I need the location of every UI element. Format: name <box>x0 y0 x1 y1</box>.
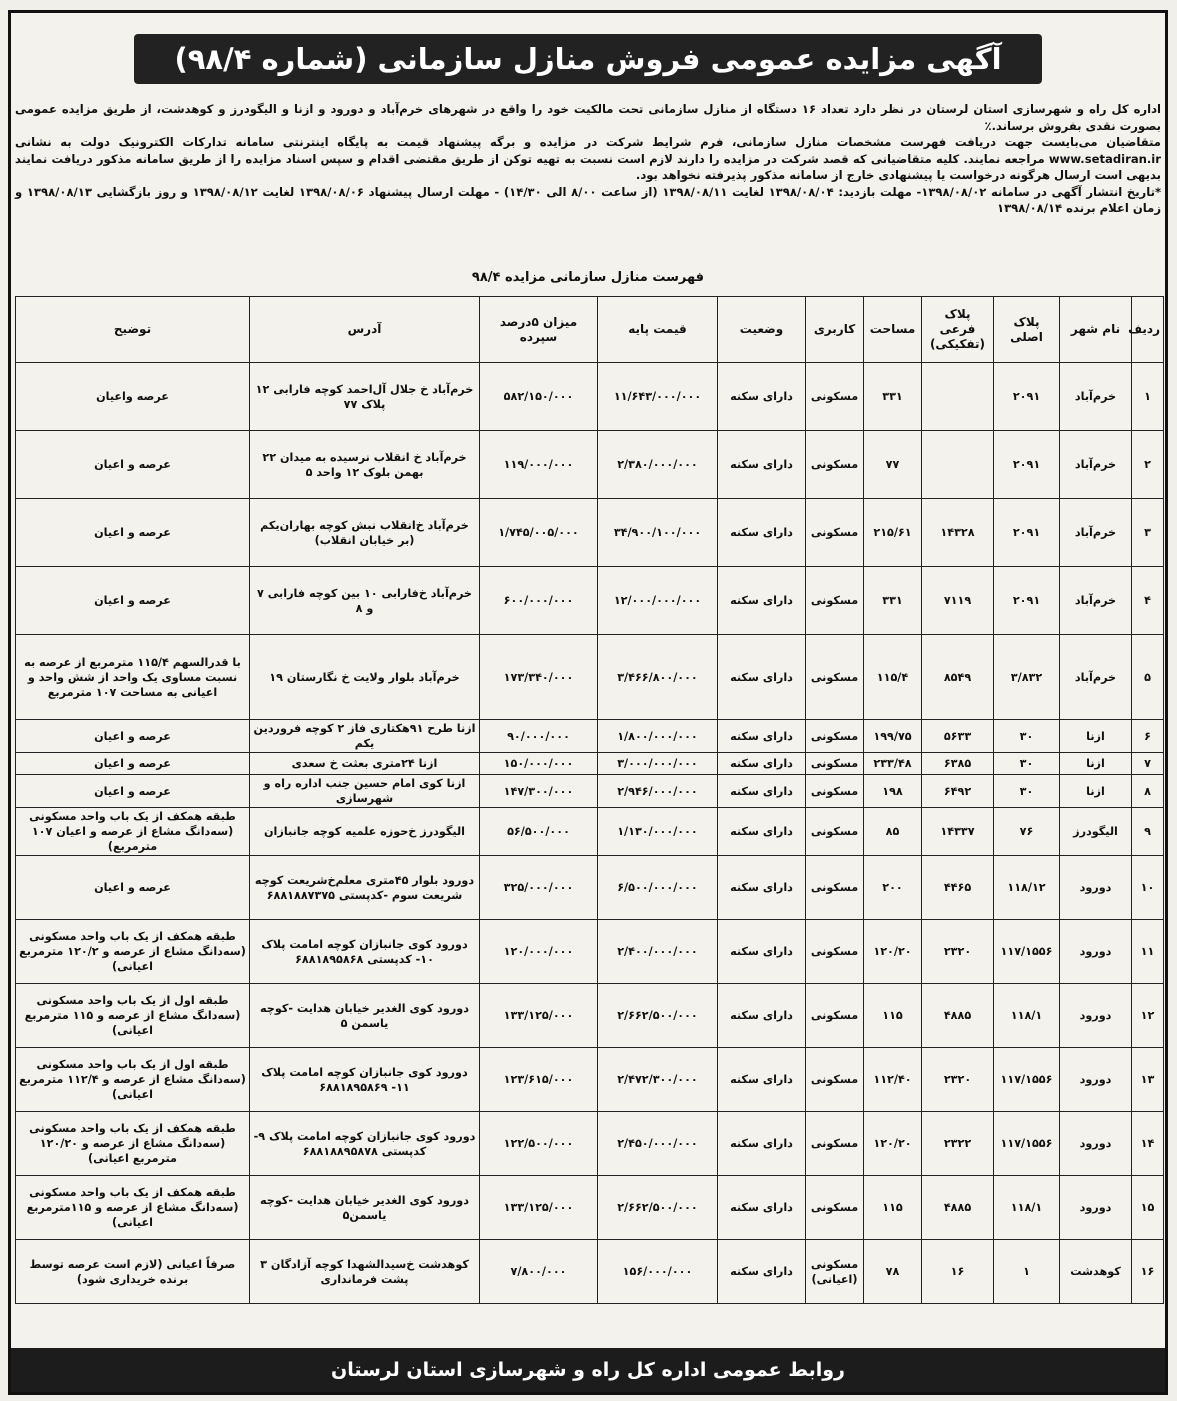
table-cell: ۱۲۳/۶۱۵/۰۰۰ <box>480 1048 598 1112</box>
table-cell: مسکونی <box>806 984 864 1048</box>
column-header: وضعیت <box>718 297 806 363</box>
table-cell: ۴۸۸۵ <box>922 984 994 1048</box>
column-header: پلاک اصلی <box>994 297 1060 363</box>
table-cell: ۱۴۳۳۷ <box>922 808 994 856</box>
table-cell: ۱۱۸/۱ <box>994 1176 1060 1240</box>
table-cell: ۱۱۷/۱۵۵۶ <box>994 920 1060 984</box>
table-cell: ۳ <box>1132 499 1164 567</box>
footer-banner: روابط عمومی اداره کل راه و شهرسازی استان لرستان <box>11 1348 1165 1392</box>
table-cell: ۱۵۰/۰۰۰/۰۰۰ <box>480 753 598 775</box>
table-cell: مسکونی <box>806 635 864 720</box>
table-cell: دارای سکنه <box>718 920 806 984</box>
table-cell: ۱۱/۶۴۳/۰۰۰/۰۰۰ <box>598 363 718 431</box>
table-cell: صرفاً اعیانی (لازم است عرصه توسط برنده خریداری شود) <box>16 1240 250 1304</box>
table-cell: ۱۴۳۲۸ <box>922 499 994 567</box>
table-cell: دارای سکنه <box>718 1176 806 1240</box>
table-cell: ۲/۹۴۶/۰۰۰/۰۰۰ <box>598 775 718 808</box>
column-header: نام شهر <box>1060 297 1132 363</box>
table-cell: ۲۳۲۰ <box>922 920 994 984</box>
table-row <box>16 753 1164 775</box>
table-cell: ۳/۰۰۰/۰۰۰/۰۰۰ <box>598 753 718 775</box>
table-cell: ۱۳ <box>1132 1048 1164 1112</box>
table-cell: ۳/۴۶۶/۸۰۰/۰۰۰ <box>598 635 718 720</box>
table-cell: طبقه همکف از یک باب واحد مسکونی (سه‌دانگ مشاع از عرصه و ۱۲۰/۲ مترمربع اعیانی) <box>16 920 250 984</box>
notice-title: آگهی مزایده عمومی فروش منازل سازمانی (شماره ۹۸/۴) <box>134 34 1041 84</box>
table-cell: دارای سکنه <box>718 808 806 856</box>
table-cell: ۷۶ <box>994 808 1060 856</box>
table-cell: ۲۰۹۱ <box>994 363 1060 431</box>
column-header: ردیف <box>1132 297 1164 363</box>
table-cell: ۱ <box>994 1240 1060 1304</box>
table-cell: ۷۸ <box>864 1240 922 1304</box>
table-cell: عرصه و اعیان <box>16 567 250 635</box>
table-cell: عرصه و اعیان <box>16 431 250 499</box>
table-cell: ۳۴/۹۰۰/۱۰۰/۰۰۰ <box>598 499 718 567</box>
table-cell: ۱۴ <box>1132 1112 1164 1176</box>
table-row <box>16 808 1164 856</box>
intro-paragraph: متقاضیان می‌بایست جهت دریافت فهرست مشخصات منازل سازمانی، فرم شرایط شرکت در مزایده و برگه پیشنهاد قیمت به پایگاه اینترنتی سامانه تدارکات الکترونیک دولت به نشانی www.setadiran.ir مراجعه نمایند. کلیه متقاضیانی که قصد شرکت در مزایده را دارند لازم است نسبت به تهیه توکن از طریق مقتضی اقدام و سپس اسناد مزایده را از طریق سامانه مذکور دریافت نمایند بدیهی است ارسال هرگونه درخواست یا پیشنهادی خارج از سامانه مذکور پذیرفته نخواهد بود. <box>15 135 1161 182</box>
table-cell: طبقه همکف از یک باب واحد مسکونی (سه‌دانگ مشاع از عرصه و ۱۲۰/۲۰ مترمربع اعیانی) <box>16 1112 250 1176</box>
table-cell: ۳۳۱ <box>864 567 922 635</box>
column-header: توضیح <box>16 297 250 363</box>
table-cell: مسکونی <box>806 775 864 808</box>
table-cell: ۱۱ <box>1132 920 1164 984</box>
intro-paragraph: اداره کل راه و شهرسازی استان لرستان در نظر دارد تعداد ۱۶ دستگاه از منازل سازمانی تحت مالکیت خود را واقع در شهرهای خرم‌آباد و دورود و ازنا و الیگودرز و کوهدشت، از طریق مزایده عمومی بصورت نقدی بفروش برساند.٪ <box>15 102 1161 133</box>
table-header-row <box>16 297 1164 363</box>
table-cell: مسکونی <box>806 920 864 984</box>
table-cell: ۱۷۳/۳۴۰/۰۰۰ <box>480 635 598 720</box>
table-cell: عرصه و اعیان <box>16 720 250 753</box>
table-cell <box>922 431 994 499</box>
table-cell: طبقه همکف از یک باب واحد مسکونی (سه‌دانگ مشاع از عرصه و اعیان ۱۰۷ مترمربع) <box>16 808 250 856</box>
table-cell: خرم‌آباد خ‌فارابی ۱۰ بین کوچه فارابی ۷ و ۸ <box>250 567 480 635</box>
table-cell: عرصه و اعیان <box>16 856 250 920</box>
table-cell: عرصه و اعیان <box>16 753 250 775</box>
table-row <box>16 856 1164 920</box>
table-cell: ۶۳۸۵ <box>922 753 994 775</box>
table-cell: ۴۸۸۵ <box>922 1176 994 1240</box>
table-cell: ۷۱۱۹ <box>922 567 994 635</box>
table-cell: دورود کوی جانبازان کوچه امامت پلاک ۱۰- کدپستی ۶۸۸۱۸۹۵۸۶۸ <box>250 920 480 984</box>
table-cell: ۳۲۵/۰۰۰/۰۰۰ <box>480 856 598 920</box>
table-cell: دارای سکنه <box>718 775 806 808</box>
table-cell: خرم‌آباد بلوار ولایت خ نگارستان ۱۹ <box>250 635 480 720</box>
table-cell: ۱۱۵ <box>864 984 922 1048</box>
table-cell: مسکونی <box>806 753 864 775</box>
table-cell: ۱۲۰/۲۰ <box>864 920 922 984</box>
table-cell: طبقه همکف از یک باب واحد مسکونی (سه‌دانگ مشاع از عرصه و ۱۱۵مترمربع اعیانی) <box>16 1176 250 1240</box>
table-row <box>16 984 1164 1048</box>
table-cell: ۴ <box>1132 567 1164 635</box>
table-cell: ۲/۴۰۰/۰۰۰/۰۰۰ <box>598 920 718 984</box>
table-row <box>16 1048 1164 1112</box>
table-cell: خرم‌آباد <box>1060 635 1132 720</box>
table-cell: ۱۵ <box>1132 1176 1164 1240</box>
table-cell: خرم‌آباد خ‌انقلاب نبش کوچه بهاران‌یکم (بر خیابان انقلاب) <box>250 499 480 567</box>
table-cell: ۱۲۲/۵۰۰/۰۰۰ <box>480 1112 598 1176</box>
table-cell: ۵۶/۵۰۰/۰۰۰ <box>480 808 598 856</box>
table-cell: ۱۲۰/۰۰۰/۰۰۰ <box>480 920 598 984</box>
table-cell: ۸۵ <box>864 808 922 856</box>
table-cell: دارای سکنه <box>718 984 806 1048</box>
table-cell: ۷۷ <box>864 431 922 499</box>
table-cell: ۱۲/۰۰۰/۰۰۰/۰۰۰ <box>598 567 718 635</box>
table-cell: ۱۶ <box>1132 1240 1164 1304</box>
table-cell: ۵۶۳۳ <box>922 720 994 753</box>
table-cell: دورود <box>1060 920 1132 984</box>
table-row <box>16 1176 1164 1240</box>
table-cell: ازنا <box>1060 775 1132 808</box>
table-cell: عرصه واعیان <box>16 363 250 431</box>
table-cell: طبقه اول از یک باب واحد مسکونی (سه‌دانگ مشاع از عرصه و ۱۱۵ مترمربع اعیانی) <box>16 984 250 1048</box>
table-cell: ۴۴۶۵ <box>922 856 994 920</box>
table-cell: ۱۲ <box>1132 984 1164 1048</box>
table-cell: عرصه و اعیان <box>16 775 250 808</box>
column-header: پلاک فرعی (تفکیکی) <box>922 297 994 363</box>
table-cell: ۱۱۹/۰۰۰/۰۰۰ <box>480 431 598 499</box>
table-cell: مسکونی <box>806 1048 864 1112</box>
table-cell: کوهدشت خ‌سیدالشهدا کوچه آزادگان ۳ پشت فرمانداری <box>250 1240 480 1304</box>
table-row <box>16 635 1164 720</box>
table-cell: ۱۴۷/۳۰۰/۰۰۰ <box>480 775 598 808</box>
table-cell: خرم‌آباد خ جلال آل‌احمد کوچه فارابی ۱۲ پلاک ۷۷ <box>250 363 480 431</box>
table-cell: ۲/۶۶۲/۵۰۰/۰۰۰ <box>598 1176 718 1240</box>
table-cell: ۶۰۰/۰۰۰/۰۰۰ <box>480 567 598 635</box>
table-cell: ۱۱۷/۱۵۵۶ <box>994 1048 1060 1112</box>
table-cell: ۱۱۸/۱ <box>994 984 1060 1048</box>
table-cell: ۱۹۹/۷۵ <box>864 720 922 753</box>
intro-paragraph: *تاریخ انتشار آگهی در سامانه ۱۳۹۸/۰۸/۰۲- مهلت بازدید: ۱۳۹۸/۰۸/۰۴ لغایت ۱۳۹۸/۰۸/۱۱ (از ساعت ۸/۰۰ الی ۱۴/۳۰) - مهلت ارسال پیشنهاد ۱۳۹۸/۰۸/۰۶ لغایت ۱۳۹۸/۰۸/۱۲ و روز بازگشایی ۱۳۹۸/۰۸/۱۳ و زمان اعلام برنده ۱۳۹۸/۰۸/۱۴ <box>15 184 1162 215</box>
table-cell: ۷/۸۰۰/۰۰۰ <box>480 1240 598 1304</box>
table-cell: ۱۱۵/۴ <box>864 635 922 720</box>
table-cell: ۱۲۰/۲۰ <box>864 1112 922 1176</box>
table-cell: ۱۱۸/۱۲ <box>994 856 1060 920</box>
table-cell: ۳/۸۳۲ <box>994 635 1060 720</box>
table-cell: مسکونی <box>806 363 864 431</box>
table-cell: ۲۳۲۲ <box>922 1112 994 1176</box>
table-cell: مسکونی <box>806 808 864 856</box>
table-row <box>16 431 1164 499</box>
table-cell: ۳۰ <box>994 753 1060 775</box>
table-cell: ۳۰ <box>994 720 1060 753</box>
table-cell: مسکونی <box>806 567 864 635</box>
table-cell: دارای سکنه <box>718 635 806 720</box>
column-header: مساحت <box>864 297 922 363</box>
table-cell: دورود کوی جانبازان کوچه امامت پلاک ۱۱- ۶۸۸۱۸۹۵۸۶۹ <box>250 1048 480 1112</box>
table-cell: ۶ <box>1132 720 1164 753</box>
table-cell: خرم‌آباد <box>1060 363 1132 431</box>
table-cell: مسکونی <box>806 499 864 567</box>
notice-page <box>8 10 1168 1395</box>
table-cell: دورود کوی الغدیر خیابان هدایت -کوچه یاسمن۵ <box>250 1176 480 1240</box>
table-cell: ۶/۵۰۰/۰۰۰/۰۰۰ <box>598 856 718 920</box>
table-cell: ۹ <box>1132 808 1164 856</box>
table-cell: مسکونی <box>806 1176 864 1240</box>
table-cell: ۱۹۸ <box>864 775 922 808</box>
table-row <box>16 775 1164 808</box>
table-cell: ۷ <box>1132 753 1164 775</box>
table-cell: ۱۳۳/۱۲۵/۰۰۰ <box>480 984 598 1048</box>
column-header: آدرس <box>250 297 480 363</box>
table-cell: دورود کوی الغدیر خیابان هدایت -کوچه یاسمن ۵ <box>250 984 480 1048</box>
table-cell: دارای سکنه <box>718 1240 806 1304</box>
table-cell: دارای سکنه <box>718 856 806 920</box>
table-cell: دارای سکنه <box>718 431 806 499</box>
title-bar <box>11 19 1165 99</box>
table-cell: ۲۰۰ <box>864 856 922 920</box>
table-cell: ۵۸۲/۱۵۰/۰۰۰ <box>480 363 598 431</box>
table-cell: ۲۱۵/۶۱ <box>864 499 922 567</box>
table-cell: ۲ <box>1132 431 1164 499</box>
table-row <box>16 920 1164 984</box>
table-cell: دورود <box>1060 1112 1132 1176</box>
table-cell: ۳۳۱ <box>864 363 922 431</box>
table-cell: کوهدشت <box>1060 1240 1132 1304</box>
table-cell: ۶۴۹۲ <box>922 775 994 808</box>
table-cell: دورود کوی جانبازان کوچه امامت پلاک ۹- کدپستی ۶۸۸۱۸۸۹۵۸۷۸ <box>250 1112 480 1176</box>
table-row <box>16 363 1164 431</box>
table-cell: ازنا <box>1060 720 1132 753</box>
table-cell: مسکونی <box>806 720 864 753</box>
table-cell: ۱۵۶/۰۰۰/۰۰۰ <box>598 1240 718 1304</box>
table-cell: ۲۰۹۱ <box>994 499 1060 567</box>
table-cell: ۱۳۳/۱۲۵/۰۰۰ <box>480 1176 598 1240</box>
table-cell: دورود <box>1060 1176 1132 1240</box>
table-row <box>16 1240 1164 1304</box>
table-title: فهرست منازل سازمانی مزایده ۹۸/۴ <box>471 270 705 285</box>
table-cell: ازنا <box>1060 753 1132 775</box>
table-cell: دارای سکنه <box>718 499 806 567</box>
table-cell: ۱۱۷/۱۵۵۶ <box>994 1112 1060 1176</box>
table-cell: ۸ <box>1132 775 1164 808</box>
table-cell: دورود <box>1060 1048 1132 1112</box>
table-cell: ۱۱۲/۴۰ <box>864 1048 922 1112</box>
table-cell: ۲/۴۷۲/۳۰۰/۰۰۰ <box>598 1048 718 1112</box>
table-cell: دارای سکنه <box>718 720 806 753</box>
table-row <box>16 1112 1164 1176</box>
table-cell: ازنا کوی امام حسین جنب اداره راه و شهرسازی <box>250 775 480 808</box>
table-cell: دارای سکنه <box>718 1112 806 1176</box>
table-cell: ۲۰۹۱ <box>994 431 1060 499</box>
table-body <box>16 363 1164 1304</box>
table-cell: ۲۳۳/۴۸ <box>864 753 922 775</box>
table-row <box>16 720 1164 753</box>
table-cell: دارای سکنه <box>718 753 806 775</box>
table-cell: ۲/۶۶۲/۵۰۰/۰۰۰ <box>598 984 718 1048</box>
table-cell: دارای سکنه <box>718 363 806 431</box>
table-row <box>16 567 1164 635</box>
table-cell: الیگودرز خ‌حوزه علمیه کوچه جانبازان <box>250 808 480 856</box>
column-header: کاربری <box>806 297 864 363</box>
table-cell: ۱/۸۰۰/۰۰۰/۰۰۰ <box>598 720 718 753</box>
table-cell: ۳۰ <box>994 775 1060 808</box>
table-cell: ۱۱۵ <box>864 1176 922 1240</box>
table-cell: ۱/۷۴۵/۰۰۵/۰۰۰ <box>480 499 598 567</box>
table-cell: ۲/۳۸۰/۰۰۰/۰۰۰ <box>598 431 718 499</box>
table-cell: ۱۶ <box>922 1240 994 1304</box>
table-cell: ۲/۴۵۰/۰۰۰/۰۰۰ <box>598 1112 718 1176</box>
table-cell: مسکونی <box>806 1112 864 1176</box>
table-cell: خرم‌آباد <box>1060 431 1132 499</box>
table-cell: خرم‌آباد <box>1060 567 1132 635</box>
table-cell <box>922 363 994 431</box>
table-cell: ازنا طرح ۹۱هکتاری فاز ۲ کوچه فروردین یکم <box>250 720 480 753</box>
table-cell: با قدرالسهم ۱۱۵/۴ مترمربع از عرصه به نسبت مساوی یک واحد از شش واحد و اعیانی به مساحت ۱۰۷ مترمربع <box>16 635 250 720</box>
table-cell: دارای سکنه <box>718 567 806 635</box>
table-cell: خرم‌آباد خ انقلاب نرسیده به میدان ۲۲ بهمن بلوک ۱۲ واحد ۵ <box>250 431 480 499</box>
table-cell: دورود <box>1060 856 1132 920</box>
property-table <box>15 296 1164 1304</box>
table-cell: دورود <box>1060 984 1132 1048</box>
table-cell: مسکونی <box>806 431 864 499</box>
table-cell: ۸۵۴۹ <box>922 635 994 720</box>
table-cell: ۱ <box>1132 363 1164 431</box>
table-cell: دورود بلوار ۴۵متری معلم‌خ‌شریعت کوچه شریعت سوم -کدپستی ۶۸۸۱۸۸۷۳۷۵ <box>250 856 480 920</box>
table-cell: طبقه اول از یک باب واحد مسکونی (سه‌دانگ مشاع از عرصه و ۱۱۲/۴ مترمربع اعیانی) <box>16 1048 250 1112</box>
table-cell: ۱/۱۳۰/۰۰۰/۰۰۰ <box>598 808 718 856</box>
column-header: میزان ۵درصد سپرده <box>480 297 598 363</box>
table-cell: مسکونی <box>806 856 864 920</box>
table-cell: ۹۰/۰۰۰/۰۰۰ <box>480 720 598 753</box>
table-cell: ۲۳۲۰ <box>922 1048 994 1112</box>
column-header: قیمت پایه <box>598 297 718 363</box>
table-cell: ازنا ۲۴متری بعثت خ سعدی <box>250 753 480 775</box>
table-cell: مسکونی (اعیانی) <box>806 1240 864 1304</box>
table-cell: الیگودرز <box>1060 808 1132 856</box>
intro-text <box>15 101 1161 217</box>
table-cell: ۵ <box>1132 635 1164 720</box>
table-cell: ۲۰۹۱ <box>994 567 1060 635</box>
table-cell: دارای سکنه <box>718 1048 806 1112</box>
table-cell: خرم‌آباد <box>1060 499 1132 567</box>
table-cell: عرصه و اعیان <box>16 499 250 567</box>
table-row <box>16 499 1164 567</box>
table-cell: ۱۰ <box>1132 856 1164 920</box>
